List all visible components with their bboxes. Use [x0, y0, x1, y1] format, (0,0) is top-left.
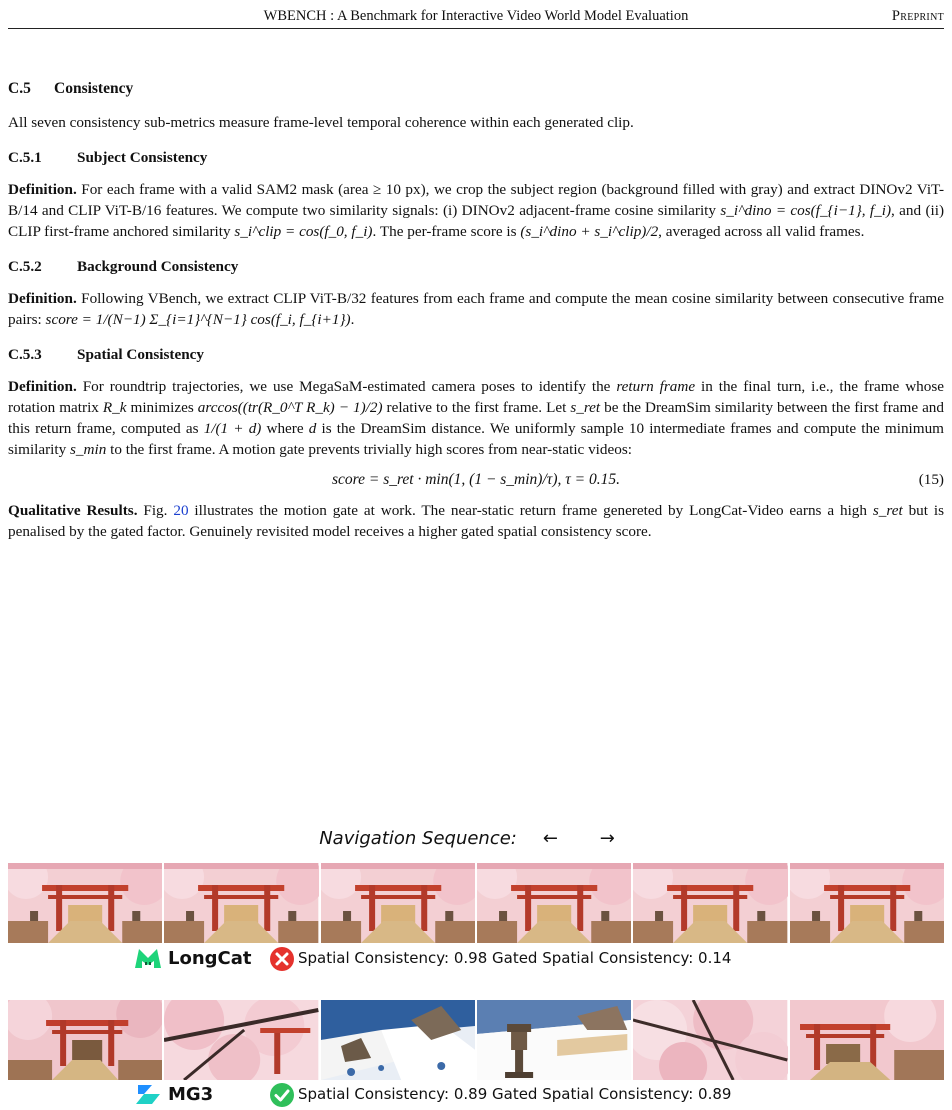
- mg3-result-row: [8, 1080, 944, 1110]
- mg3-frame-strip: [8, 1000, 944, 1080]
- running-head: [8, 6, 944, 29]
- subsection-heading-subject: C.5.1 Subject Consistency: [8, 149, 208, 166]
- torii-frame: [8, 863, 162, 943]
- torii-frame: [8, 1000, 162, 1080]
- torii-frame: [164, 863, 318, 943]
- preprint-tag: Preprint: [891, 8, 944, 24]
- torii-frame: [790, 1000, 944, 1080]
- mg3-model-name: MG3: [168, 1084, 214, 1105]
- equation-15: [8, 460, 944, 500]
- snow-scene-frame: [321, 1000, 475, 1080]
- intro-paragraph: All seven consistency sub-metrics measure frame-level temporal coherence within each generated clip.: [8, 114, 634, 131]
- background-consistency-paragraph: Definition. Following VBench, we extract CLIP ViT-B/32 features from each frame and compute the mean cosine similarity between consecutive frame pairs: score = 1/(N−1) Σ_{i=1}^{N−1} cos(f_i, f_{i+1}).: [8, 290, 944, 328]
- section-heading: C.5 Consistency: [8, 80, 134, 97]
- subsection-heading-spatial: C.5.3 Spatial Consistency: [8, 346, 205, 363]
- torii-frame: [633, 863, 787, 943]
- torii-frame: [321, 863, 475, 943]
- subsection-heading-background: C.5.2 Background Consistency: [8, 258, 239, 275]
- longcat-model-name: LongCat: [168, 948, 252, 969]
- lantern-snow-frame: [477, 1000, 631, 1080]
- mg3-scores: Spatial Consistency: 0.89 Gated Spatial Consistency: 0.89: [298, 1085, 732, 1103]
- subject-consistency-paragraph: Definition. For each frame with a valid SAM2 mask (area ≥ 10 px), we crop the subject region (background filled with gray) and extract DINOv2 ViT-B/14 and CLIP ViT-B/16 features. We compute two similarity signals: (i) DINOv2 adjacent-frame cosine similarity s_i^dino = cos(f_{i−1}, f_i), and (ii) CLIP first-frame anchored similarity s_i^clip = cos(f_0, f_i). The per-frame score is (s_i^dino + s_i^clip)/2, averaged across all valid frames.: [8, 181, 945, 240]
- running-title: WBENCH : A Benchmark for Interactive Video World Model Evaluation: [263, 8, 689, 24]
- torii-frame: [477, 863, 631, 943]
- equation-number: (15): [918, 471, 944, 488]
- figure-reference-link[interactable]: 20: [173, 502, 189, 519]
- fail-x-icon: [270, 947, 294, 971]
- cherry-blossom-frame: [164, 1000, 318, 1080]
- equation-text: score = s_ret · min(1, (1 − s_min)/τ), τ = 0.15.: [331, 471, 620, 488]
- figure-20: [8, 828, 944, 1105]
- longcat-logo-icon: [134, 947, 162, 969]
- pass-check-icon: [270, 1083, 294, 1107]
- cherry-blossom-frame: [633, 1000, 787, 1080]
- spatial-consistency-paragraph: Definition. For roundtrip trajectories, we use MegaSaM-estimated camera poses to identify the return frame in the final turn, i.e., the frame whose rotation matrix R_k minimizes arccos((tr(R_0^T R_k) − 1)/2) relative to the first frame. Let s_ret be the DreamSim similarity between the first frame and this return frame, computed as 1/(1 + d) where d is the DreamSim distance. We uniformly sample 10 intermediate frames and compute the minimum similarity s_min to the first frame. A motion gate prevents trivially high scores from near-static videos:: [8, 378, 944, 458]
- body-text: [8, 78, 944, 542]
- mg3-logo-icon: [134, 1083, 162, 1105]
- qualitative-results-paragraph: Qualitative Results. Fig. 20 illustrates the motion gate at work. The near-static return frame genereted by LongCat-Video earns a high s_ret but is penalised by the gated factor. Genuinely revisited model receives a higher gated spatial consistency score.: [8, 502, 944, 540]
- navigation-sequence-caption: Navigation Sequence: ← →: [319, 828, 633, 849]
- longcat-scores: Spatial Consistency: 0.98 Gated Spatial Consistency: 0.14: [298, 949, 732, 967]
- longcat-result-row: [8, 944, 944, 974]
- torii-frame: [790, 863, 944, 943]
- navigation-arrows: ← →: [542, 828, 633, 849]
- longcat-frame-strip: [8, 863, 944, 943]
